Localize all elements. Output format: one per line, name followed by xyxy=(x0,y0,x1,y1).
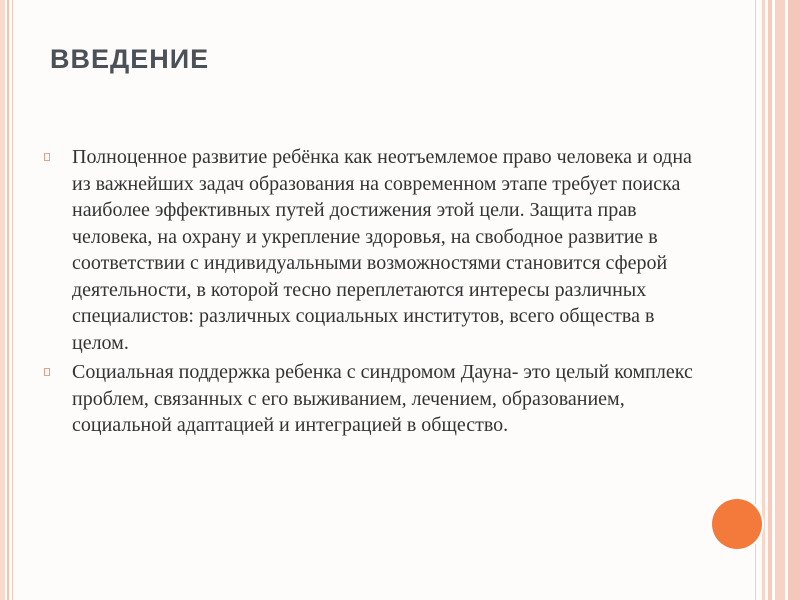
bullet-list xyxy=(42,144,702,442)
frame-stripe-right-4 xyxy=(788,0,800,600)
slide-title: ВВЕДЕНИЕ xyxy=(50,44,210,74)
bullet-text: Полноценное развитие ребёнка как неотъемлемое право человека и одна из важнейших задач образования на современном этапе требует поиска наиболее эффективных путей достижения этой цели. Защита прав человека, на охрану и укрепление здоровья, на свободное развитие в соответствии с индивидуальными возможностями становится сферой деятельности, в которой тесно переплетаются интересы различных специалистов: различных социальных институтов, всего общества в целом. xyxy=(72,146,692,354)
decorative-circle-icon xyxy=(712,499,762,549)
bullet-text: Социальная поддержка ребенка с синдромом Дауна- это целый комплекс проблем, связанных с его выживанием, лечением, образованием, социальной адаптацией и интеграцией в общество. xyxy=(72,361,693,436)
frame-stripe-left-outer xyxy=(0,0,5,600)
frame-stripe-right-3 xyxy=(775,0,785,600)
bullet-icon xyxy=(44,368,50,376)
bullet-icon xyxy=(44,153,50,161)
frame-stripe-right-2 xyxy=(768,0,772,600)
frame-stripe-left-inner xyxy=(7,0,9,600)
bullet-item xyxy=(42,359,702,439)
bullet-item xyxy=(42,144,702,356)
frame-stripe-right-1 xyxy=(762,0,765,600)
